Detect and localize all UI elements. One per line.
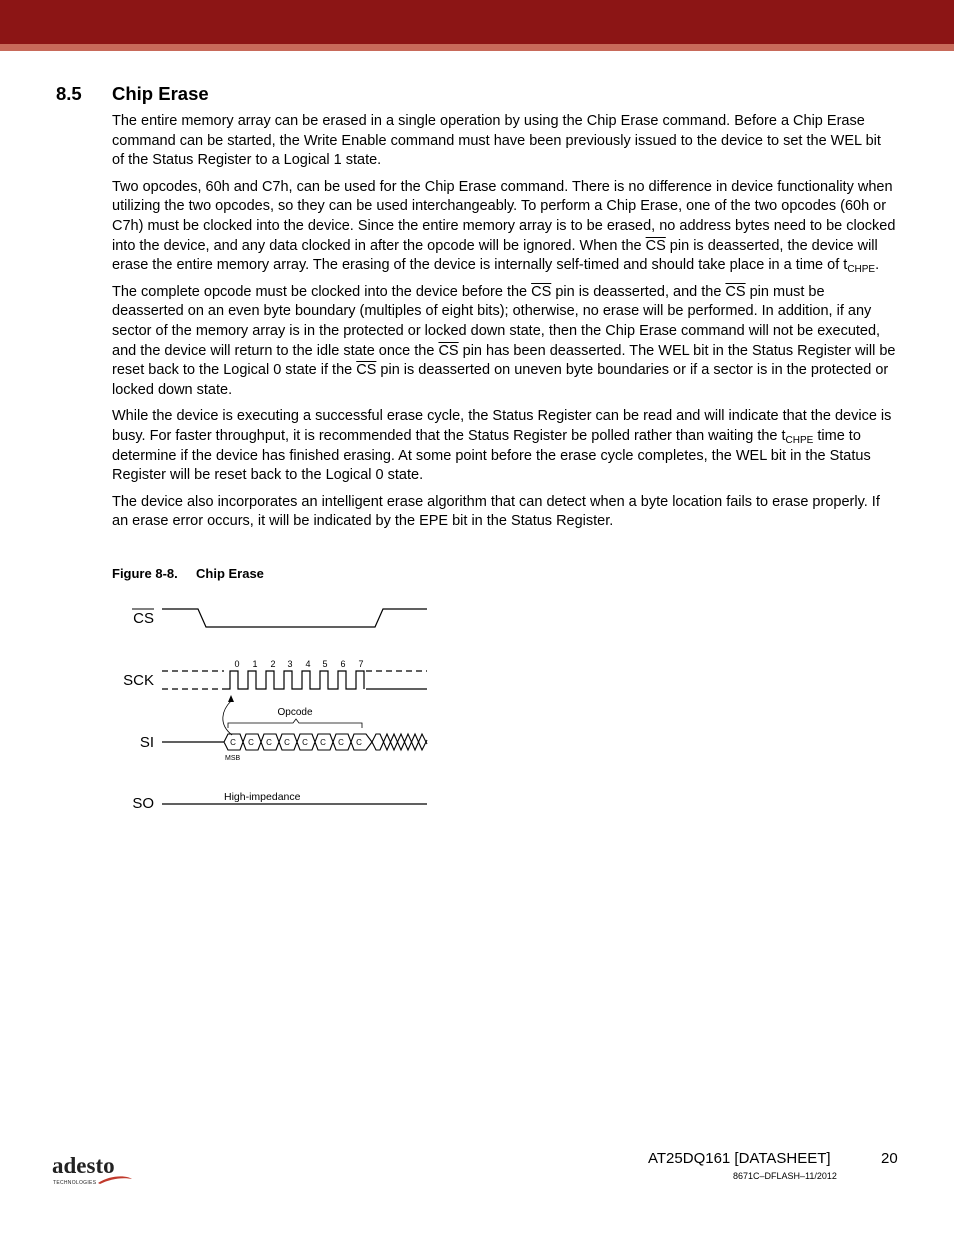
si-label: SI xyxy=(139,734,154,751)
si-opcode-bits xyxy=(224,734,372,750)
clock-number: 7 xyxy=(358,659,364,669)
msb-label: MSB xyxy=(225,755,241,762)
cs-signal: $\overline{CS}$ xyxy=(356,362,377,379)
paragraph-1: The entire memory array can be erased in a single operation by using the Chip Erase command. Before a Chip Erase command can be started, the Write Enable command must have been previously issued to the device to set the WEL bit of the Status Register to a Logical 1 state. xyxy=(112,113,881,169)
section-body xyxy=(112,112,896,539)
cs-signal: $\overline{CS}$ xyxy=(725,283,746,300)
bit-label: C xyxy=(320,738,326,747)
figure-number: Figure 8-8. xyxy=(112,566,178,581)
cs-signal: $\overline{CS}$ xyxy=(438,342,459,359)
clock-number-labels xyxy=(234,659,363,669)
sck-label: SCK xyxy=(123,672,154,689)
sck-clock-pulses xyxy=(224,671,364,689)
clock-number: 5 xyxy=(322,659,328,669)
high-impedance-label: High-impedance xyxy=(224,791,301,803)
so-label: SO xyxy=(132,795,154,812)
header-stripe xyxy=(0,44,954,51)
section-number: 8.5 xyxy=(56,83,82,104)
cs-waveform xyxy=(162,609,427,627)
cs-signal: $\overline{CS}$ xyxy=(645,237,666,254)
header-bar xyxy=(0,0,954,44)
paragraph-3: The complete opcode must be clocked into the device before the $\overline{CS}$ pin is deasserted, and the $\overline{CS}$ pin must be deasserted on an even byte boundary (multiples of eight bits); otherwise, no erase will be performed. In addition, if any sector of the memory array is in the protected or locked down state, then the Chip Erase command will not be executed, and the device will return to the idle state once the $\overline{CS}$ pin has been deasserted. The WEL bit in the Status Register will be reset back to the Logical 0 state if the $\overline{CS}$ pin is deasserted on uneven byte boundaries or if a sector is in the protected or locked down state. xyxy=(112,283,896,398)
clock-number: 1 xyxy=(252,659,258,669)
msb-arrow xyxy=(223,701,232,735)
clock-number: 3 xyxy=(287,659,293,669)
logo-text: adesto xyxy=(52,1153,115,1178)
figure-title: Chip Erase xyxy=(196,566,264,581)
footer-page-number: 20 xyxy=(881,1150,898,1167)
timing-diagram xyxy=(110,598,440,813)
clock-number: 6 xyxy=(340,659,346,669)
clock-number: 4 xyxy=(305,659,311,669)
si-dont-care-region xyxy=(372,734,427,750)
opcode-brace xyxy=(228,719,362,728)
bit-label: C xyxy=(284,738,290,747)
footer-document-id: 8671C–DFLASH–11/2012 xyxy=(733,1171,837,1181)
section-heading xyxy=(56,83,209,105)
clock-number: 2 xyxy=(270,659,276,669)
tchpe-subscript: CHPE xyxy=(785,434,814,446)
bit-label: C xyxy=(230,738,236,747)
logo-subtitle: TECHNOLOGIES xyxy=(53,1180,97,1186)
opcode-label: Opcode xyxy=(277,707,313,718)
cs-label: CS xyxy=(133,610,154,627)
paragraph-5: The device also incorporates an intelligent erase algorithm that can detect when a byte location fails to erase properly. If an erase error occurs, it will be indicated by the EPE bit in the Status Register. xyxy=(112,493,880,530)
bit-label: C xyxy=(356,738,362,747)
bit-label: C xyxy=(302,738,308,747)
bit-label: C xyxy=(266,738,272,747)
cs-signal: $\overline{CS}$ xyxy=(531,283,552,300)
logo-wordmark xyxy=(52,1153,115,1178)
tchpe-subscript: CHPE xyxy=(847,264,876,276)
paragraph-2: Two opcodes, 60h and C7h, can be used for the Chip Erase command. There is no difference in device functionality when utilizing the two opcodes, so they can be used interchangeably. To perform a Chip Erase, one of the two opcodes (60h or C7h) must be clocked into the device. Since the entire memory array is to be erased, no address bytes need to be clocked into the device, and any data clocked in after the opcode will be ignored. When the $\overline{CS}$ pin is deasserted, the device will erase the entire memory array. The erasing of the device is internally self-timed and should take place in a time of $t_{CHPE}$. xyxy=(112,178,896,276)
msb-arrow-head xyxy=(228,695,234,702)
clock-number: 0 xyxy=(234,659,240,669)
bit-label: C xyxy=(248,738,254,747)
footer-document-title: AT25DQ161 [DATASHEET] xyxy=(648,1150,831,1167)
adesto-logo xyxy=(52,1153,142,1189)
section-title: Chip Erase xyxy=(112,83,209,104)
paragraph-4: While the device is executing a successful erase cycle, the Status Register can be read and will indicate that the device is busy. For faster throughput, it is recommended that the Status Register be polled rather than waiting the $t_{CHPE}$ time to determine if the device has finished erasing. At some point before the erase cycle completes, the WEL bit in the Status Register will be reset back to the Logical 0 state. xyxy=(112,408,892,484)
bit-label: C xyxy=(338,738,344,747)
figure-caption xyxy=(112,566,264,581)
